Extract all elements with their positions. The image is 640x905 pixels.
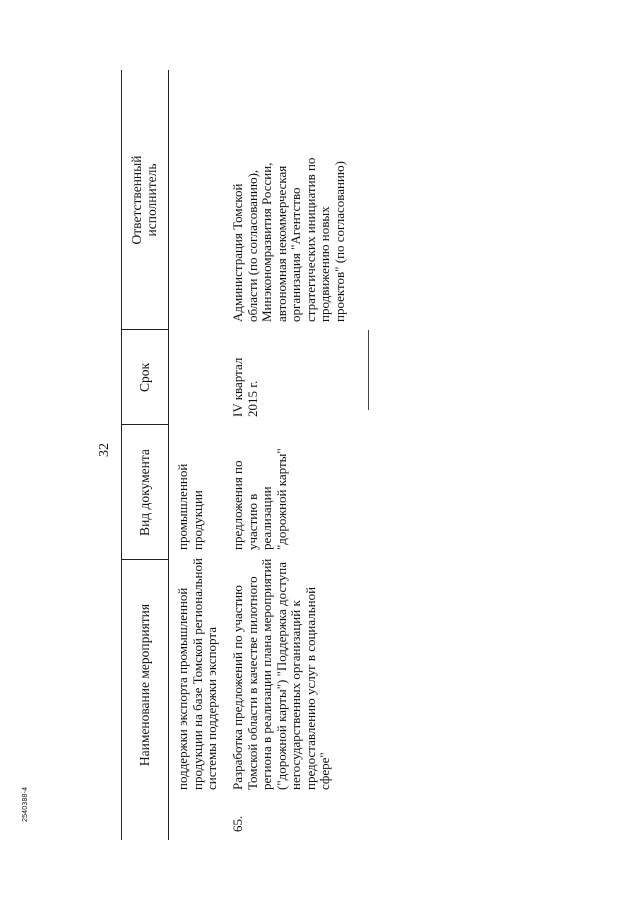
header-name: Наименование мероприятия bbox=[137, 603, 152, 767]
table-header-rule bbox=[168, 70, 169, 840]
text-line: области (по согласованию), bbox=[244, 169, 260, 322]
text-line: стратегических инициатив по bbox=[302, 157, 318, 322]
header-responsible bbox=[129, 70, 159, 330]
text-line: негосударственных организаций к bbox=[288, 600, 303, 790]
end-separator-line bbox=[368, 330, 369, 410]
rotated-page bbox=[95, 60, 390, 840]
text-line: участию в bbox=[244, 493, 260, 550]
text-line: организация "Агентство bbox=[288, 187, 303, 322]
header-term: Срок bbox=[137, 362, 152, 393]
text-line: Администрация Томской bbox=[230, 183, 245, 322]
text-line: автономная некоммерческая bbox=[273, 165, 289, 322]
header-responsible-text: Ответственный исполнитель bbox=[129, 155, 159, 245]
text-line: Разработка предложений по участию bbox=[230, 585, 245, 790]
text-line: "дорожной карты" bbox=[273, 448, 289, 550]
continuation-name bbox=[176, 558, 220, 790]
text-line: сфере" bbox=[317, 752, 332, 790]
text-line: региона в реализации плана мероприятий bbox=[259, 558, 274, 790]
document-code: 2540388-4 bbox=[22, 786, 29, 822]
text-line: продукции на базе Томской региональной bbox=[189, 558, 205, 790]
text-line: IV квартал bbox=[230, 357, 245, 417]
row-term bbox=[231, 358, 260, 417]
page-number: 32 bbox=[97, 443, 112, 457]
row-doc-type bbox=[231, 448, 289, 550]
text-line: продвижению новых bbox=[317, 206, 332, 322]
row-name bbox=[231, 559, 333, 790]
text-line: ("дорожной карты") "Поддержка доступа bbox=[273, 562, 289, 790]
text-line: предложения по bbox=[230, 460, 245, 550]
text-line: предоставлению услуг в социальной bbox=[302, 586, 318, 790]
text-line: 2015 г. bbox=[244, 380, 260, 417]
text-line: системы поддержки экспорта bbox=[204, 627, 219, 790]
text-line: продукции bbox=[189, 490, 205, 550]
text-line: проектов" (по согласованию) bbox=[331, 161, 347, 322]
row-responsible bbox=[231, 158, 347, 322]
table-top-rule bbox=[121, 70, 122, 840]
text-line: промышленной bbox=[175, 463, 190, 550]
text-line: Томской области в качестве пилотного bbox=[244, 576, 260, 790]
row-number: 65. bbox=[230, 815, 245, 832]
text-line: поддержки экспорта промышленной bbox=[175, 587, 190, 790]
header-doc-type: Вид документа bbox=[137, 449, 152, 536]
text-line: Минэкономразвития России, bbox=[259, 162, 274, 322]
text-line: реализации bbox=[259, 486, 274, 550]
continuation-doc-type bbox=[176, 464, 205, 550]
